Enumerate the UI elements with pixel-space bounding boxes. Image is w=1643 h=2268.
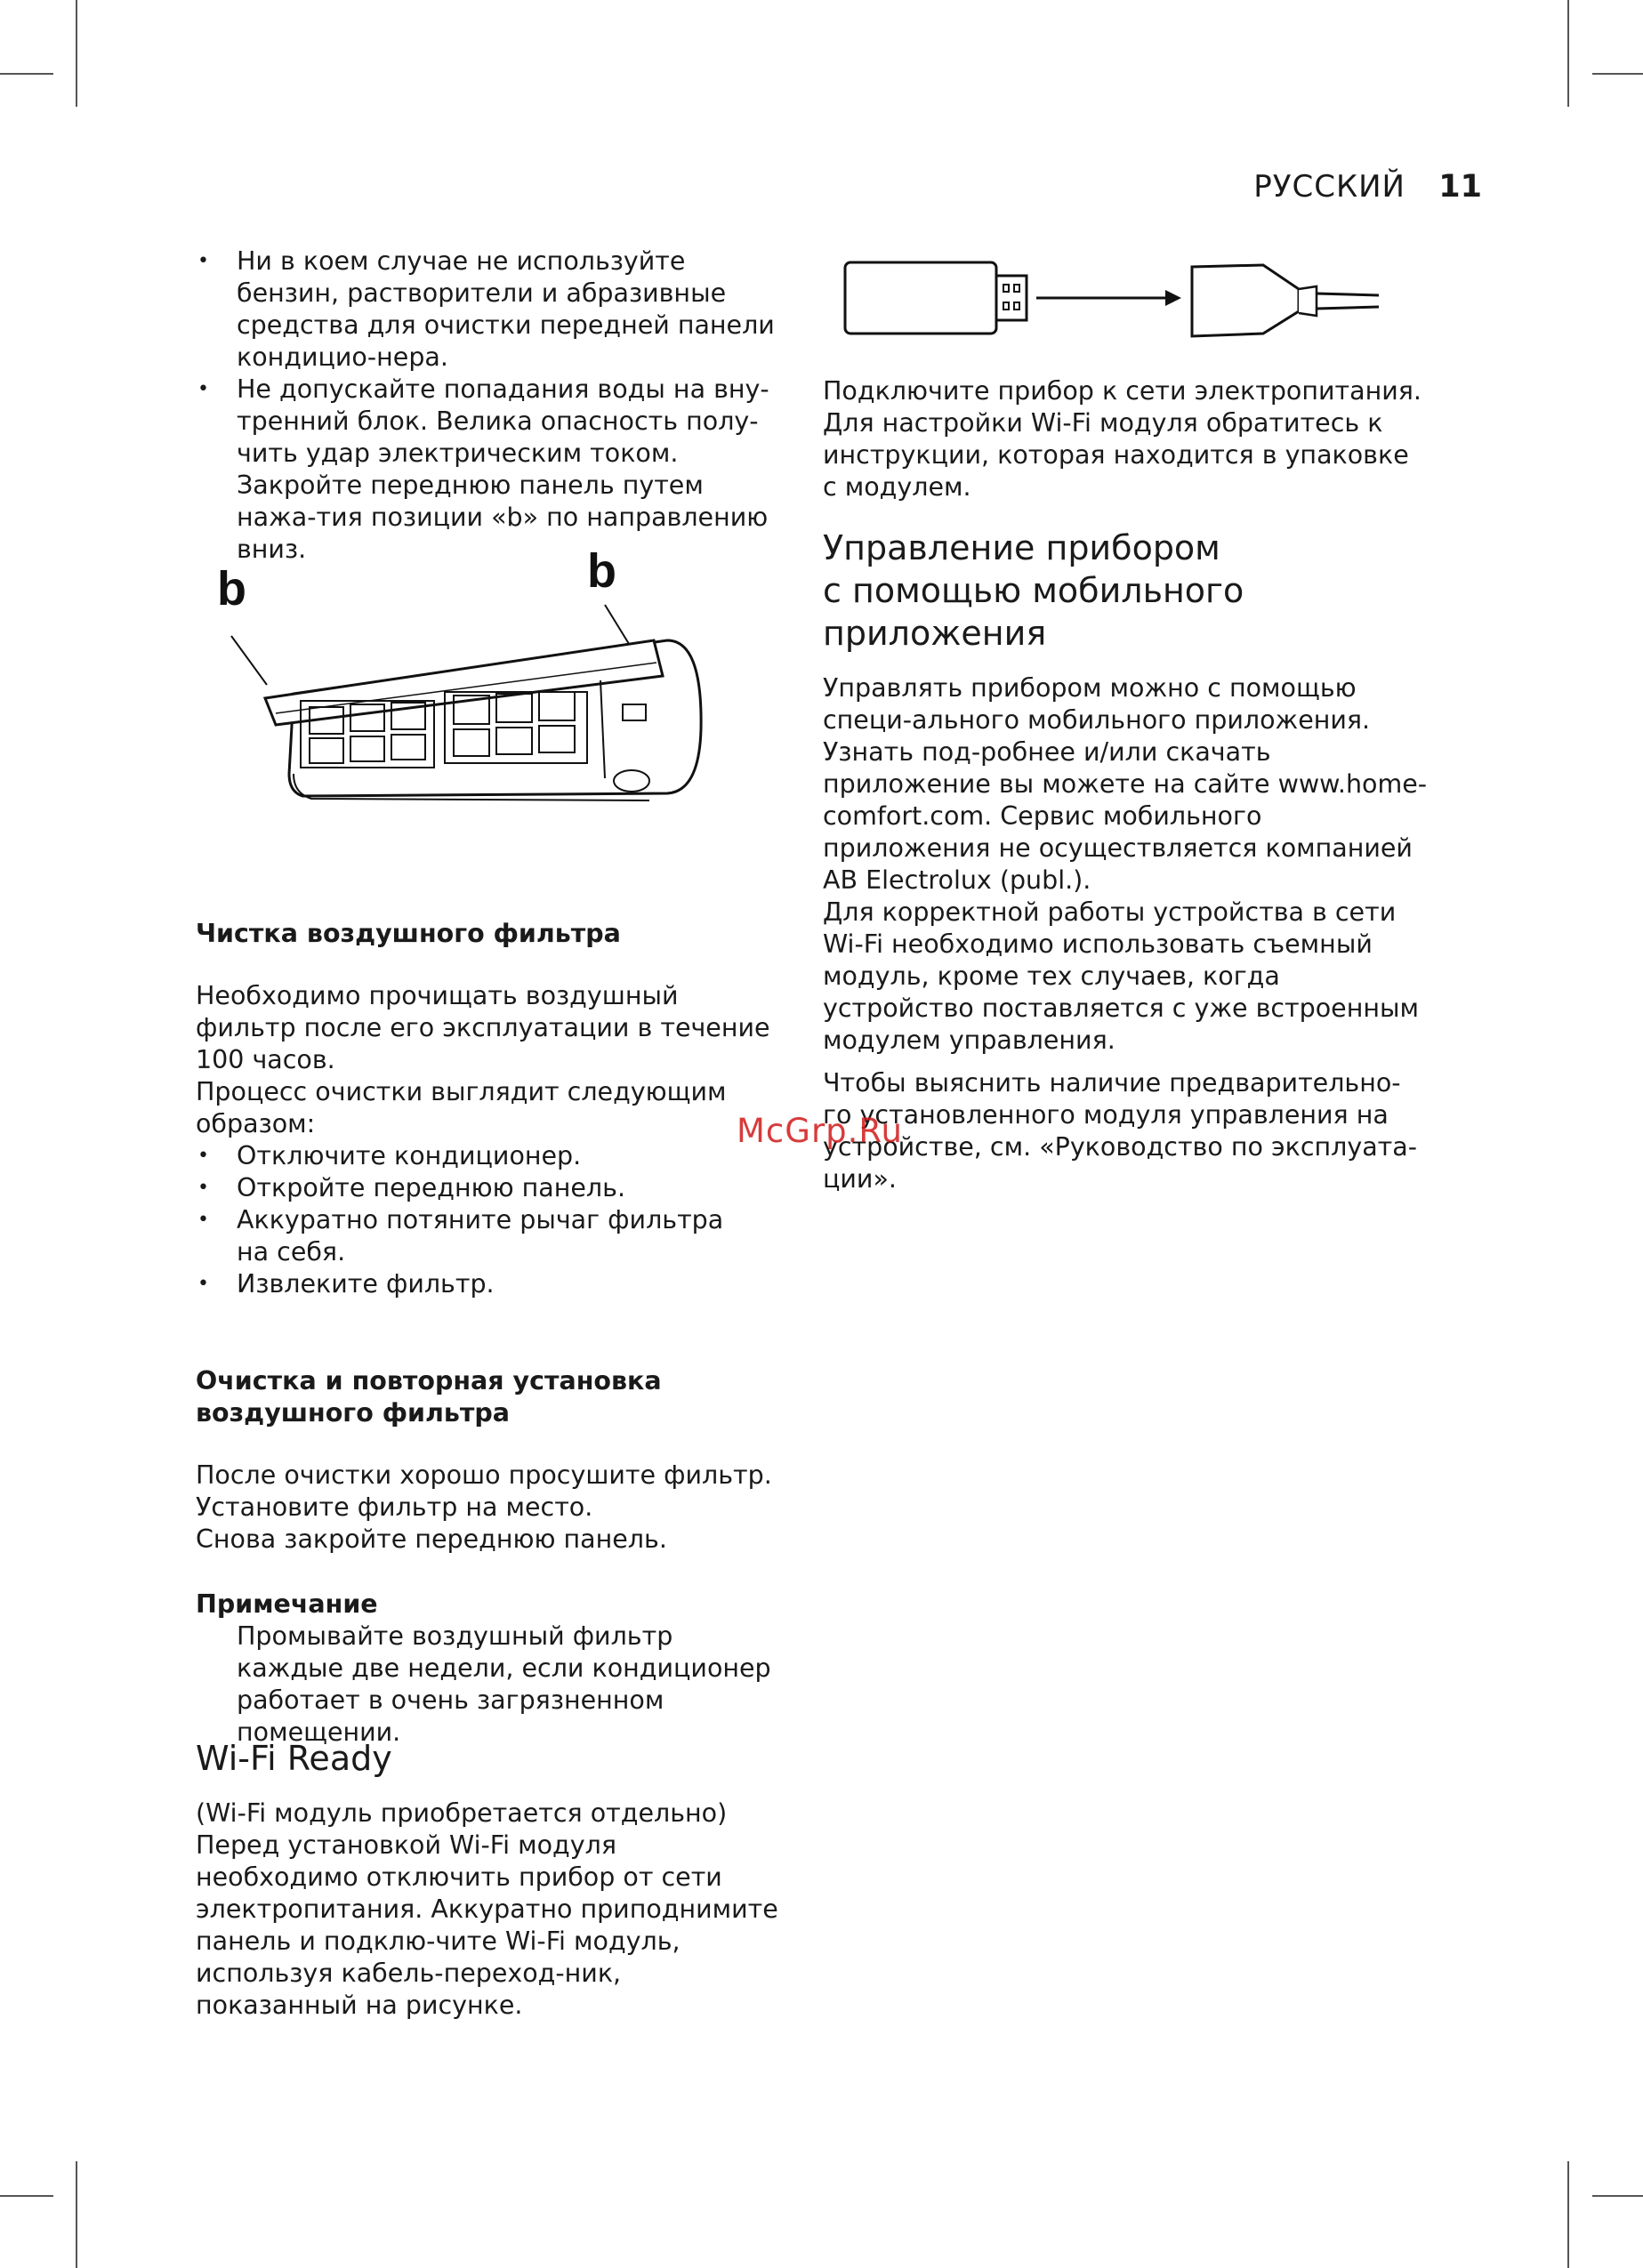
note-block	[196, 1588, 783, 1749]
warnings-block	[196, 245, 783, 566]
watermark: McGrp.Ru	[737, 1112, 903, 1150]
crop-mark	[76, 0, 77, 107]
section-title: приложения	[823, 614, 1047, 653]
wifi-module-illustration	[836, 249, 1388, 356]
header-language: РУССКИЙ	[1253, 169, 1405, 205]
step-item: • Аккуратно потяните рычаг фильтра на себя.	[196, 1204, 735, 1268]
section-title: с помощью мобильного	[823, 571, 1244, 610]
crop-mark	[0, 2195, 53, 2197]
crop-mark	[1567, 2161, 1569, 2268]
note-title: Примечание	[196, 1589, 378, 1619]
filter-cleaning-section	[196, 918, 783, 1300]
paragraph: Снова закройте переднюю панель.	[196, 1524, 667, 1554]
crop-mark	[0, 73, 53, 75]
paragraph: Подключите прибор к сети электропитания. Для настройки Wi-Fi модуля обратитесь к инструкции, которая находится в упаковке с модулем.	[823, 376, 1422, 502]
paragraph: Установите фильтр на место.	[196, 1492, 593, 1522]
section-title: Управление прибором	[823, 528, 1220, 567]
label-b-left: b	[217, 562, 246, 615]
step-item: • Откройте переднюю панель.	[196, 1172, 783, 1204]
filter-reinstall-section	[196, 1365, 783, 1556]
page-number: 11	[1438, 169, 1482, 205]
section-title: Wi-Fi Ready	[196, 1739, 392, 1778]
air-conditioner-figure	[205, 551, 721, 818]
section-title: Очистка и повторная установка	[196, 1366, 662, 1395]
crop-mark	[76, 2161, 77, 2268]
paragraph: Управлять прибором можно с помощью специ-ального мобильного приложения. Узнать под-робнее и/или скачать приложение вы можете на сайте www.home-comfort.com. Сервис мобильного приложения не осуществляется компанией AB Electrolux (publ.).	[823, 673, 1428, 895]
label-b-right: b	[587, 551, 616, 598]
wifi-cable-figure	[836, 249, 1388, 356]
paragraph: Процесс очистки выглядит следующим образом:	[196, 1077, 727, 1138]
crop-mark	[1567, 0, 1569, 107]
paragraph: Чтобы выяснить наличие предварительно-го установленного модуля управления на устройстве, см. «Руководство по эксплуата-ции».	[823, 1068, 1418, 1194]
mobile-app-section	[823, 527, 1428, 1195]
warning-item: • Ни в коем случае не используйте бензин, растворители и абразивные средства для очистки передней панели кондицио-нера.	[196, 245, 783, 374]
paragraph: После очистки хорошо просушите фильтр.	[196, 1460, 772, 1490]
crop-mark	[1592, 73, 1643, 75]
wifi-section	[196, 1737, 783, 2022]
paragraph: Необходимо прочищать воздушный фильтр после его эксплуатации в течение 100 часов.	[196, 981, 770, 1074]
paragraph: Для корректной работы устройства в сети Wi-Fi необходимо использовать съемный модуль, кроме тех случаев, когда устройство поставляется с уже встроенным модулем управления.	[823, 897, 1419, 1055]
warning-item: • Не допускайте попадания воды на вну-тренний блок. Велика опасность полу-чить удар электрическим током. Закройте переднюю панель путем нажа-тия позиции «b» по направлению вниз.	[196, 374, 783, 566]
step-item: • Извлеките фильтр.	[196, 1268, 783, 1300]
page-header	[1254, 169, 1486, 213]
crop-mark	[1592, 2195, 1643, 2197]
step-item: • Отключите кондиционер.	[196, 1140, 783, 1172]
air-conditioner-illustration	[205, 551, 721, 818]
section-title: воздушного фильтра	[196, 1398, 510, 1428]
note-text: Промывайте воздушный фильтр каждые две недели, если кондиционер работает в очень загрязненном помещении.	[237, 1621, 771, 1747]
connect-block	[823, 375, 1428, 503]
section-title: Чистка воздушного фильтра	[196, 919, 621, 948]
paragraph: (Wi-Fi модуль приобретается отдельно) Перед установкой Wi-Fi модуля необходимо отключить прибор от сети электропитания. Аккуратно приподнимите панель и подклю-чите Wi-Fi модуль, используя кабель-переход-ник, показанный на рисунке.	[196, 1798, 778, 2020]
